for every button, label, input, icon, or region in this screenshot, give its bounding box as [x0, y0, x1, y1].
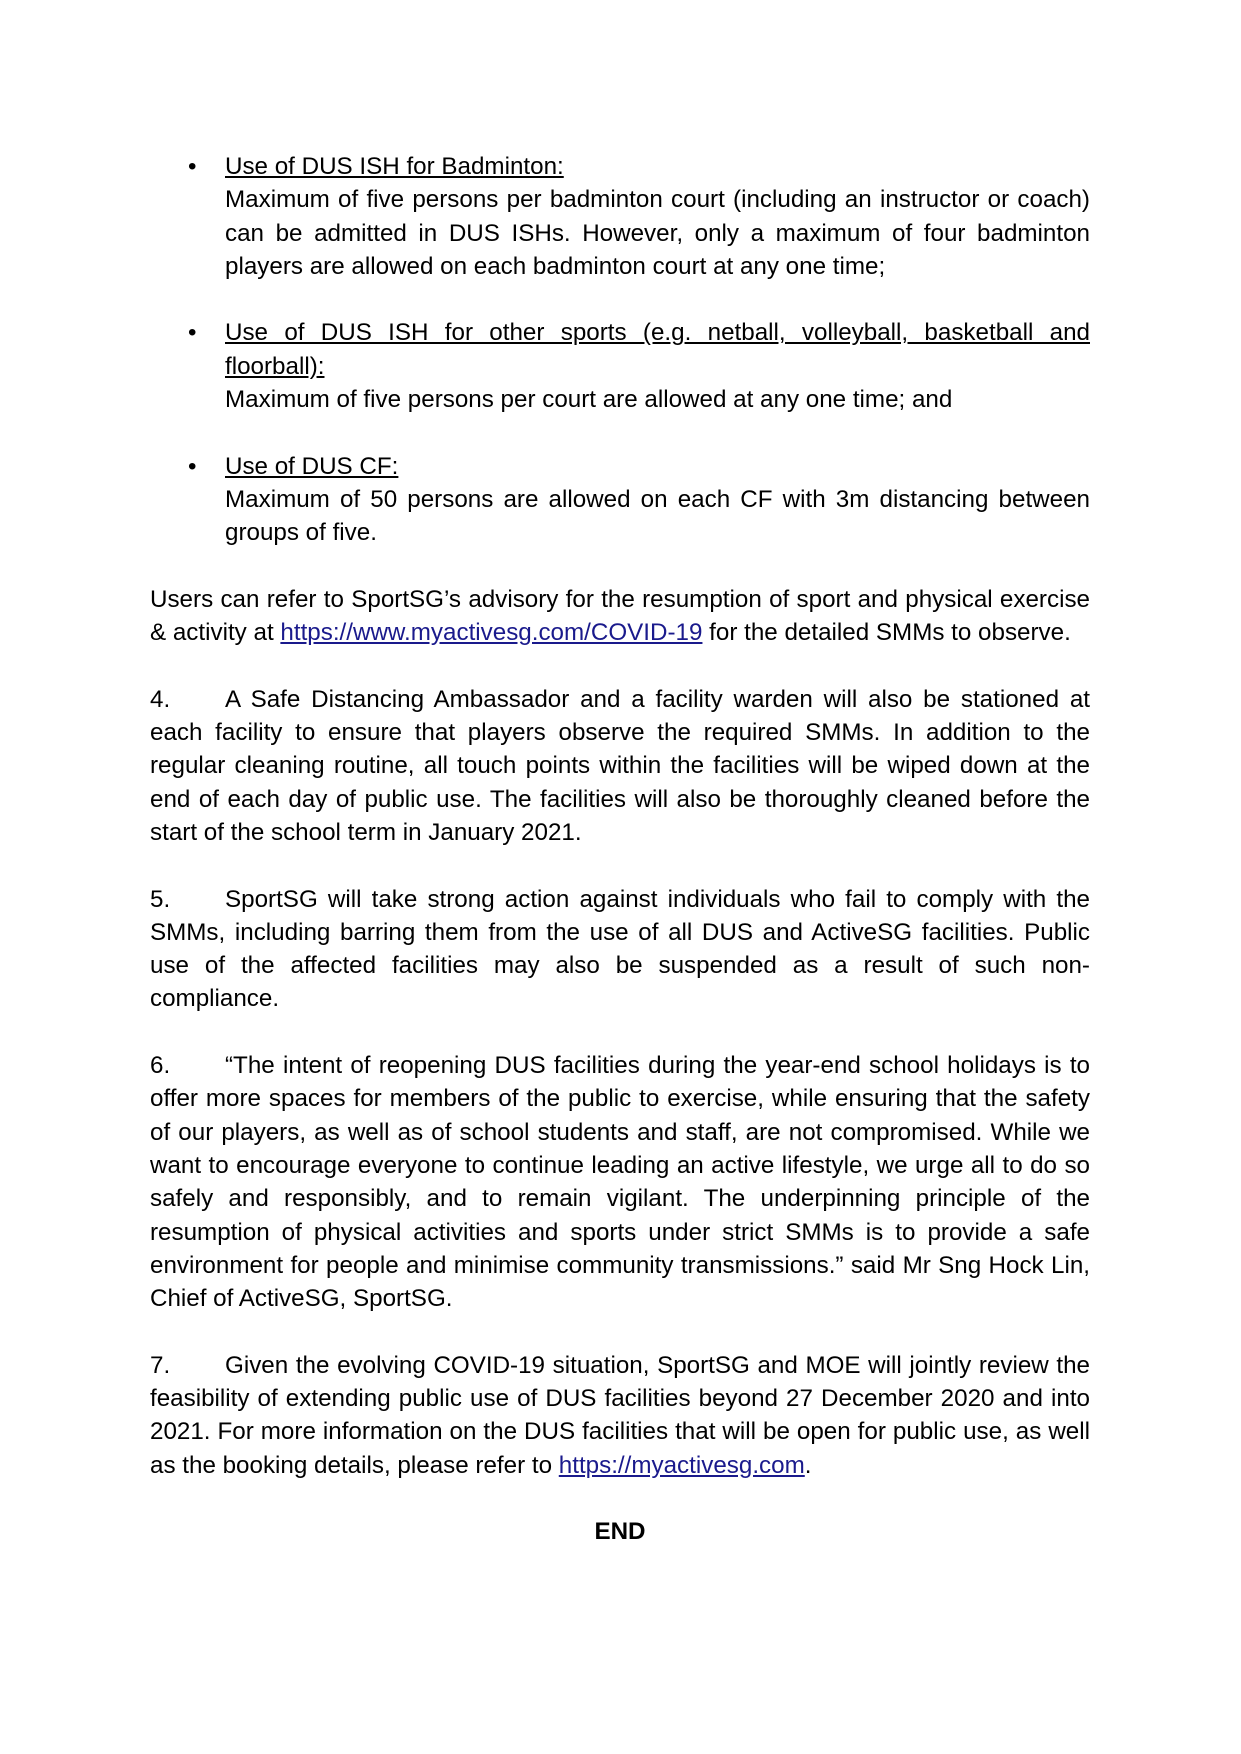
- paragraph-text-before: Given the evolving COVID-19 situation, SportSG and MOE will jointly review the feasibility of extending public use of DUS facilities beyond 27 December 2020 and into 2021. For more information on the DUS facilities that will be open for public use, as well as the booking details, please refer to: [150, 1351, 1090, 1479]
- paragraph-number: 7.: [150, 1351, 171, 1379]
- list-item-cf: [150, 450, 1090, 550]
- paragraph-number: 4.: [150, 685, 171, 713]
- paragraph-number: 5.: [150, 885, 171, 913]
- list-item-heading: Use of DUS CF:: [225, 452, 399, 480]
- bullet-icon: •: [188, 319, 197, 347]
- myactivesg-link[interactable]: https://myactivesg.com: [558, 1451, 805, 1479]
- document-page: [150, 150, 1090, 1548]
- advisory-text-before: Users can refer to SportSG’s advisory for the resumption of sport and physical exercise & activity at: [150, 585, 1090, 647]
- paragraph-text: SportSG will take strong action against individuals who fail to comply with the SMMs, including barring them from the use of all DUS and ActiveSG facilities. Public use of the affected facilities may also be suspended as a result of such non-compliance.: [150, 885, 1090, 1013]
- bullet-icon: •: [188, 452, 197, 480]
- list-item-heading: Use of DUS ISH for other sports (e.g. netball, volleyball, basketball and floorball):: [225, 319, 1090, 380]
- list-item-badminton: [150, 150, 1090, 283]
- paragraph-4: [150, 683, 1090, 849]
- list-item-body: Maximum of five persons per court are allowed at any one time; and: [225, 386, 953, 414]
- list-item-heading: Use of DUS ISH for Badminton:: [225, 153, 564, 180]
- paragraph-5: [150, 883, 1090, 1016]
- covid-advisory-link[interactable]: https://www.myactivesg.com/COVID-19: [280, 619, 703, 647]
- list-item-other-sports: [150, 316, 1090, 416]
- end-marker: END: [594, 1518, 646, 1546]
- facility-rules-list: [150, 150, 1090, 550]
- advisory-text-after: for the detailed SMMs to observe.: [702, 619, 1071, 647]
- paragraph-text: “The intent of reopening DUS facilities during the year-end school holidays is to offer more spaces for members of the public to exercise, while ensuring that the safety of our players, as well as of school students and staff, are not compromised. While we want to encourage everyone to continue leading an active lifestyle, we urge all to do so safely and responsibly, and to remain vigilant. The underpinning principle of the resumption of physical activities and sports under strict SMMs is to provide a safe environment for people and minimise community transmissions.” said Mr Sng Hock Lin, Chief of ActiveSG, SportSG.: [150, 1052, 1090, 1313]
- list-item-body: Maximum of five persons per badminton court (including an instructor or coach) can be admitted in DUS ISHs. However, only a maximum of four badminton players are allowed on each badminton court at any one time;: [225, 186, 1090, 280]
- advisory-paragraph: [150, 583, 1090, 650]
- list-item-body: Maximum of 50 persons are allowed on each CF with 3m distancing between groups of five.: [225, 485, 1090, 547]
- paragraph-6: [150, 1049, 1090, 1315]
- bullet-icon: •: [188, 153, 197, 180]
- paragraph-7: [150, 1349, 1090, 1482]
- paragraph-text-after: .: [804, 1451, 812, 1479]
- paragraph-text: A Safe Distancing Ambassador and a facility warden will also be stationed at each facility to ensure that players observe the required SMMs. In addition to the regular cleaning routine, all touch points within the facilities will be wiped down at the end of each day of public use. The facilities will also be thoroughly cleaned before the start of the school term in January 2021.: [150, 685, 1090, 846]
- paragraph-number: 6.: [150, 1052, 171, 1080]
